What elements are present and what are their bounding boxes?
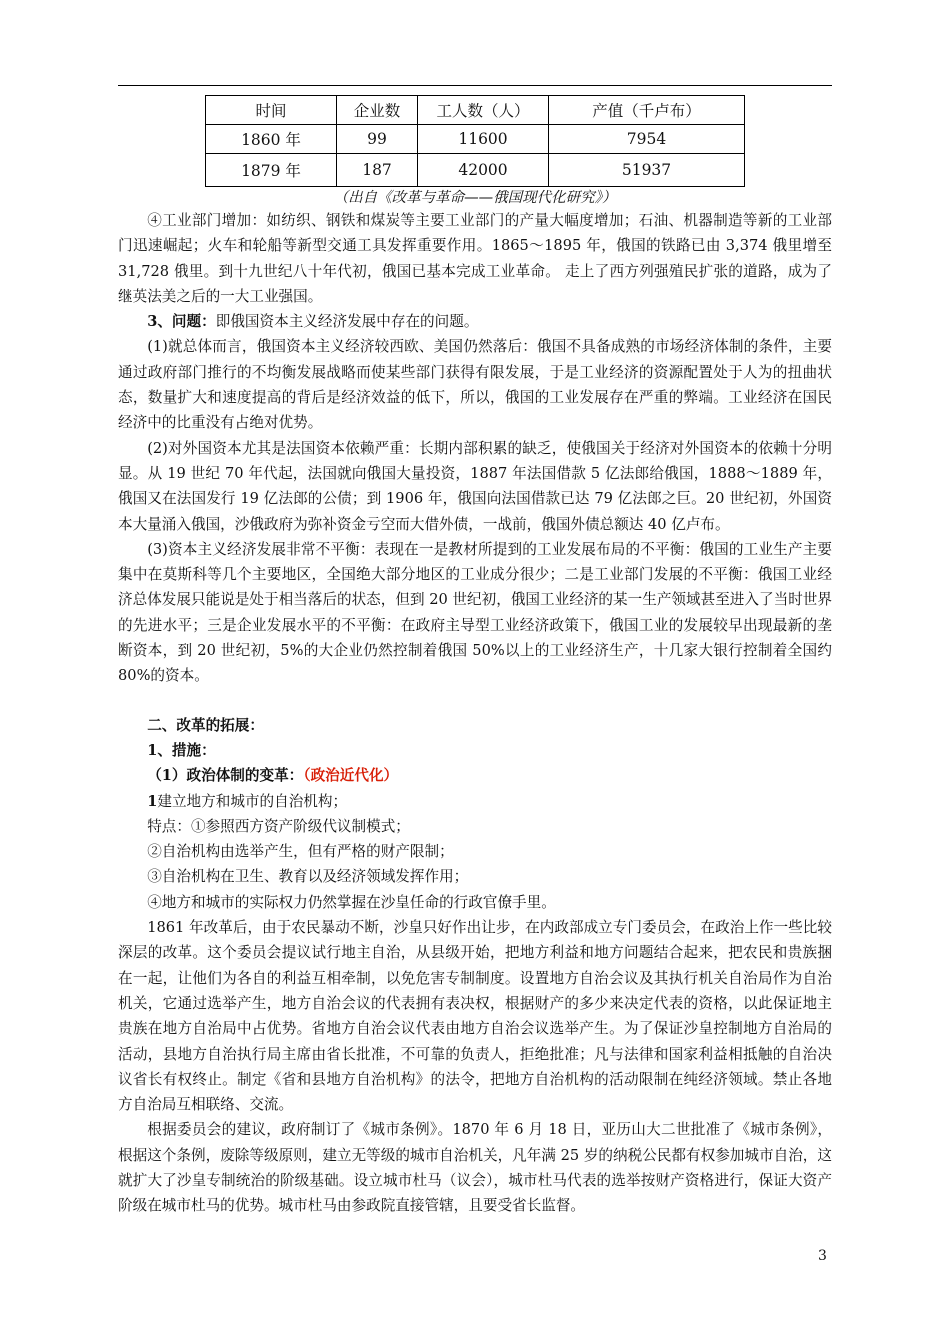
feature-2: ②自治机构由选举产生，但有严格的财产限制； [147,843,454,861]
table-cell: 42000 [418,154,549,187]
table-cell: 187 [337,154,418,187]
table-header-output: 产值（千卢布） [549,96,745,125]
table-row [206,125,745,154]
political-reform-heading: （1）政治体制的变革： [147,767,304,785]
item-1-text: 建立地方和城市的自治机构； [157,792,348,810]
table-row [206,154,745,187]
problems-heading: 3、问题： [147,313,216,331]
item-1-line [118,789,832,814]
feature-1: 特点：①参照西方资产阶级代议制模式； [147,817,410,835]
feature-4: ④地方和城市的实际权力仍然掌握在沙皇任命的行政官僚手里。 [147,893,556,911]
political-reform-line [118,763,832,788]
feature-3: ③自治机构在卫生、教育以及经济领域发挥作用； [147,868,469,886]
paragraph-industry-growth: ④工业部门增加：如纺织、钢铁和煤炭等主要工业部门的产量大幅度增加；石油、机器制造等新的工业部门迅速崛起；火车和轮船等新型交通工具发挥重要作用。1865～1895 年，俄国的铁路已由 3,374 俄里增至 31,728 俄里。到十九世纪八十年代初，俄国已基本完成工业革命。 走上了西方列强殖民扩张的道路，成为了继英法美之后的一大工业强国。 [118,212,832,305]
header-rule [118,85,832,86]
item-1-number: 1 [147,792,158,810]
document-body [118,208,832,1219]
table-header-enterprises: 企业数 [337,96,418,125]
table-header-row [206,96,745,125]
paragraph-problem-2: (2)对外国资本尤其是法国资本依赖严重：长期内部积累的缺乏，使俄国关于经济对外国资本的依赖十分明显。从 19 世纪 70 年代起，法国就向俄国大量投资，1887 年法国借款 5 亿法郎给俄国，1888～1889 年，俄国又在法国发行 19 亿法郎的公债；到 1906 年，俄国向法国借款已达 79 亿法郎之巨。20 世纪初，外国资本大量涌入俄国，沙俄政府为弥补资金亏空而大借外债，一战前，俄国外债总额达 40 亿卢布。 [118,439,832,533]
table-header-time: 时间 [206,96,337,125]
table-cell: 99 [337,125,418,154]
table-cell: 7954 [549,125,745,154]
problems-line [118,309,832,334]
problems-intro: 即俄国资本主义经济发展中存在的问题。 [215,313,479,331]
table-cell: 51937 [549,154,745,187]
table-cell: 1860 年 [206,125,337,154]
paragraph-city-statute: 根据委员会的建议，政府制订了《城市条例》。1870 年 6 月 18 日，亚历山大二世批准了《城市条例》，根据这个条例，废除等级原则，建立无等级的城市自治机关，凡年满 25 岁的纳税公民都有权参加城市自治，这就扩大了沙皇专制统治的阶级基础。设立城市杜马（议会），城市杜马代表的选举按财产资格进行，保证大资产阶级在城市杜马的优势。城市杜马由参政院直接管辖，且要受省长监督。 [118,1121,832,1215]
table-source-caption: （出自《改革与革命——俄国现代化研究》） [333,190,617,206]
table-cell: 1879 年 [206,154,337,187]
political-modernization-tag: （政治近代化） [303,767,399,785]
table-cell: 11600 [418,125,549,154]
paragraph-problem-1: (1)就总体而言，俄国资本主义经济较西欧、美国仍然落后：俄国不具备成熟的市场经济体制的条件，主要通过政府部门推行的不均衡发展战略而使某些部门获得有限发展，于是工业经济的资源配置处于人为的扭曲状态，数量扩大和速度提高的背后是经济效益的低下，所以，俄国的工业发展存在严重的弊端。工业经济在国民经济中的比重没有占绝对优势。 [118,338,832,432]
measures-heading: 1、措施： [147,741,216,759]
industry-stats-table [205,95,745,187]
paragraph-1861-reform: 1861 年改革后，由于农民暴动不断，沙皇只好作出让步，在内政部成立专门委员会，在政治上作一些比较深层的改革。这个委员会提议试行地主自治，从县级开始，把地方利益和地方问题结合起来，把农民和贵族捆在一起，让他们为各自的利益互相牵制，以免危害专制制度。设置地方自治会议及其执行机关自治局作为自治机关，它通过选举产生，地方自治会议的代表拥有表决权，根据财产的多少来决定代表的资格，以此保证地主贵族在地方自治局中占优势。省地方自治会议代表由地方自治会议选举产生。为了保证沙皇控制地方自治局的活动，县地方自治执行局主席由省长批准，不可靠的负责人，拒绝批准；凡与法律和国家利益相抵触的自治决议省长有权终止。制定《省和县地方自治机构》的法令，把地方自治机构的活动限制在纯经济领域。禁止各地方自治局互相联络、交流。 [118,919,832,1114]
table-header-workers: 工人数（人） [418,96,549,125]
section-2-heading: 二、改革的拓展： [147,716,264,734]
page-number: 3 [818,1248,827,1264]
spacer [118,689,832,713]
paragraph-problem-3: (3)资本主义经济发展非常不平衡：表现在一是教材所提到的工业发展布局的不平衡：俄国的工业生产主要集中在莫斯科等几个主要地区，全国绝大部分地区的工业成分很少；二是工业部门发展的不平衡：俄国工业经济总体发展只能说是处于相当落后的状态，但到 20 世纪初，俄国工业经济的某一生产领域甚至进入了当时世界的先进水平；三是企业发展水平的不平衡：在政府主导型工业经济政策下，俄国工业的发展较早出现最新的垄断资本，到 20 世纪初，5%的大企业仍然控制着俄国 50%以上的工业经济生产，十几家大银行控制着全国约 80%的资本。 [118,540,832,685]
